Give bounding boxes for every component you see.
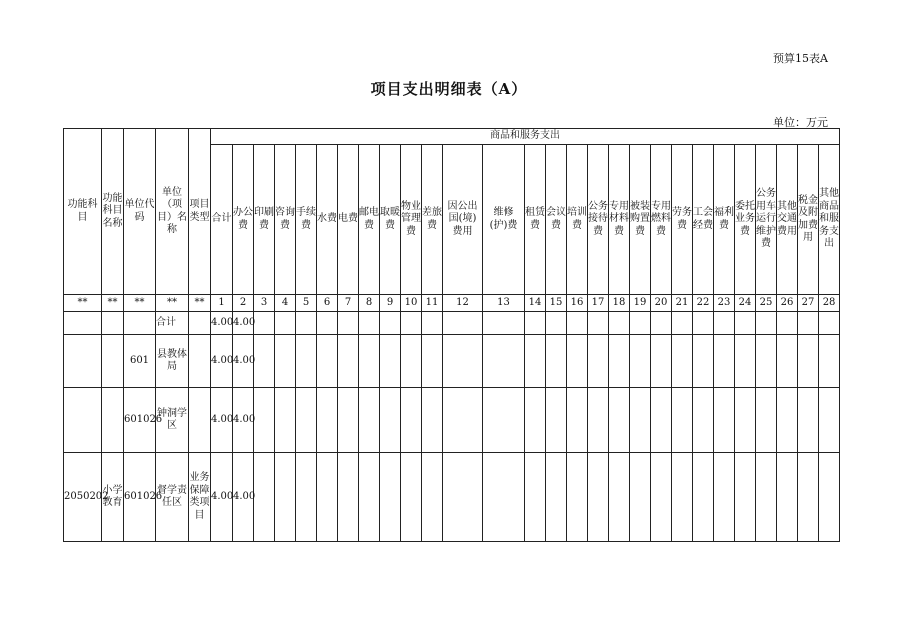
cell-empty [422,312,443,335]
cell-empty [338,453,359,542]
cell-proj-type [189,335,211,388]
column-number-cell: 4 [275,295,296,312]
cell-func-code [64,335,102,388]
cell-empty [756,453,777,542]
table-row [64,312,840,335]
column-number-cell: 7 [338,295,359,312]
cell-empty [588,312,609,335]
cell-empty [819,312,840,335]
column-number-cell: 13 [483,295,525,312]
cell-office-fee: 4.00 [233,312,254,335]
header-expense-col: 水费 [317,145,338,295]
header-expense-col: 取暖费 [380,145,401,295]
header-expense-col: 手续费 [296,145,317,295]
cell-empty [567,312,588,335]
cell-func-name: 小学教育 [102,453,124,542]
cell-empty [401,312,422,335]
header-goods-services: 商品和服务支出 [211,129,840,145]
header-expense-col: 税金及附加费用 [798,145,819,295]
cell-func-code [64,312,102,335]
header-unit-name: 单位（项目）名称 [156,129,189,295]
cell-empty [483,453,525,542]
cell-empty [735,335,756,388]
cell-total: 4.00 [211,453,233,542]
cell-empty [422,388,443,453]
cell-unit-code: 601026 [124,453,156,542]
column-number-cell: 22 [693,295,714,312]
header-expense-col: 其他商品和服务支出 [819,145,840,295]
cell-empty [798,388,819,453]
column-number-cell: 17 [588,295,609,312]
column-number-cell: 16 [567,295,588,312]
cell-empty [296,453,317,542]
column-number-row [64,295,840,312]
column-number-cell: ** [64,295,102,312]
cell-empty [714,388,735,453]
cell-empty [317,335,338,388]
cell-empty [798,453,819,542]
cell-empty [672,335,693,388]
cell-empty [651,388,672,453]
cell-empty [756,312,777,335]
cell-empty [254,453,275,542]
cell-empty [588,335,609,388]
cell-empty [609,388,630,453]
cell-empty [443,453,483,542]
cell-empty [317,453,338,542]
cell-unit-code: 601 [124,335,156,388]
column-number-cell: 19 [630,295,651,312]
cell-empty [254,312,275,335]
cell-office-fee: 4.00 [233,335,254,388]
cell-empty [714,453,735,542]
cell-empty [588,453,609,542]
header-expense-col: 电费 [338,145,359,295]
cell-empty [819,388,840,453]
cell-proj-type [189,312,211,335]
column-number-cell: 23 [714,295,735,312]
column-number-cell: 5 [296,295,317,312]
cell-empty [483,312,525,335]
header-expense-col: 其他交通费用 [777,145,798,295]
unit-label: 单位：万元 [773,116,828,129]
header-expense-col: 公务接待费 [588,145,609,295]
cell-empty [798,312,819,335]
cell-empty [483,388,525,453]
cell-empty [525,453,546,542]
column-number-cell: 24 [735,295,756,312]
cell-unit-name: 督学责任区 [156,453,189,542]
header-expense-col: 物业管理费 [401,145,422,295]
cell-empty [630,453,651,542]
cell-func-name [102,388,124,453]
cell-empty [525,335,546,388]
cell-empty [798,335,819,388]
cell-unit-name: 钟洞学区 [156,388,189,453]
cell-empty [567,388,588,453]
cell-empty [651,335,672,388]
header-expense-col: 劳务费 [672,145,693,295]
header-expense-col: 因公出国(境)费用 [443,145,483,295]
column-number-cell: 15 [546,295,567,312]
cell-empty [525,312,546,335]
cell-empty [483,335,525,388]
cell-empty [567,335,588,388]
cell-office-fee: 4.00 [233,453,254,542]
header-expense-col: 福利费 [714,145,735,295]
cell-empty [588,388,609,453]
table-body [64,312,840,542]
column-number-cell: 9 [380,295,401,312]
cell-empty [317,388,338,453]
cell-empty [819,453,840,542]
header-proj-type: 项目类型 [189,129,211,295]
header-expense-col: 公务用车运行维护费 [756,145,777,295]
cell-empty [672,388,693,453]
header-expense-col: 印刷费 [254,145,275,295]
column-number-cell: 25 [756,295,777,312]
column-number-cell: 28 [819,295,840,312]
column-number-cell: 21 [672,295,693,312]
cell-empty [359,312,380,335]
cell-office-fee: 4.00 [233,388,254,453]
cell-empty [296,388,317,453]
cell-empty [275,388,296,453]
cell-empty [693,388,714,453]
header-expense-col: 租赁费 [525,145,546,295]
cell-func-code: 2050202 [64,453,102,542]
page-title: 项目支出明细表（A） [370,80,528,98]
cell-empty [630,388,651,453]
cell-empty [735,453,756,542]
column-number-cell: 2 [233,295,254,312]
cell-empty [651,453,672,542]
cell-empty [546,312,567,335]
cell-empty [693,312,714,335]
column-number-cell: 18 [609,295,630,312]
column-number-cell: 14 [525,295,546,312]
cell-empty [380,335,401,388]
cell-empty [693,453,714,542]
cell-empty [422,453,443,542]
cell-empty [609,335,630,388]
cell-empty [422,335,443,388]
column-number-cell: ** [102,295,124,312]
cell-total: 4.00 [211,312,233,335]
cell-empty [756,335,777,388]
header-expense-col: 工会经费 [693,145,714,295]
cell-empty [401,388,422,453]
cell-empty [254,335,275,388]
cell-empty [546,388,567,453]
cell-proj-type [189,388,211,453]
cell-empty [714,335,735,388]
column-number-cell: 11 [422,295,443,312]
column-number-cell: ** [189,295,211,312]
column-number-cell: 3 [254,295,275,312]
column-number-cell: 20 [651,295,672,312]
header-total: 合计 [211,145,233,295]
column-number-cell: 12 [443,295,483,312]
budget-table [63,128,840,542]
cell-total: 4.00 [211,388,233,453]
cell-empty [380,388,401,453]
header-expense-col: 邮电费 [359,145,380,295]
table-row [64,388,840,453]
cell-empty [714,312,735,335]
cell-unit-code [124,312,156,335]
cell-empty [338,335,359,388]
column-number-cell: ** [156,295,189,312]
cell-empty [380,312,401,335]
cell-empty [359,388,380,453]
cell-empty [630,312,651,335]
column-number-cell: ** [124,295,156,312]
cell-empty [338,388,359,453]
cell-empty [338,312,359,335]
cell-empty [546,335,567,388]
column-number-cell: 10 [401,295,422,312]
header-expense-col: 办公费 [233,145,254,295]
cell-empty [296,312,317,335]
cell-empty [735,388,756,453]
header-expense-col: 会议费 [546,145,567,295]
cell-empty [777,312,798,335]
cell-empty [609,453,630,542]
cell-empty [735,312,756,335]
cell-empty [777,453,798,542]
cell-empty [609,312,630,335]
cell-unit-code: 601026 [124,388,156,453]
cell-empty [275,335,296,388]
cell-empty [756,388,777,453]
cell-empty [317,312,338,335]
cell-empty [380,453,401,542]
cell-empty [401,335,422,388]
form-number: 预算15表A [773,52,828,65]
cell-unit-name: 合计 [156,312,189,335]
cell-empty [443,312,483,335]
cell-empty [401,453,422,542]
cell-empty [443,335,483,388]
column-number-cell: 1 [211,295,233,312]
column-number-cell: 27 [798,295,819,312]
cell-func-name [102,312,124,335]
cell-empty [275,312,296,335]
column-number-cell: 6 [317,295,338,312]
cell-unit-name: 县教体局 [156,335,189,388]
header-expense-col: 专用材料费 [609,145,630,295]
header-func-name: 功能科目名称 [102,129,124,295]
cell-empty [443,388,483,453]
cell-empty [777,335,798,388]
table-row [64,335,840,388]
column-number-cell: 8 [359,295,380,312]
cell-func-code [64,388,102,453]
cell-empty [630,335,651,388]
cell-empty [672,312,693,335]
cell-empty [359,335,380,388]
cell-empty [296,335,317,388]
cell-func-name [102,335,124,388]
cell-empty [546,453,567,542]
cell-empty [254,388,275,453]
table-row [64,453,840,542]
column-number-cell: 26 [777,295,798,312]
cell-empty [275,453,296,542]
cell-empty [777,388,798,453]
header-expense-col: 委托业务费 [735,145,756,295]
cell-total: 4.00 [211,335,233,388]
header-unit-code: 单位代码 [124,129,156,295]
header-expense-col: 维修(护)费 [483,145,525,295]
header-expense-col: 咨询费 [275,145,296,295]
header-expense-col: 被装购置费 [630,145,651,295]
cell-empty [525,388,546,453]
cell-empty [567,453,588,542]
header-expense-col: 培训费 [567,145,588,295]
header-expense-col: 专用燃料费 [651,145,672,295]
cell-empty [651,312,672,335]
header-func-code: 功能科目 [64,129,102,295]
cell-empty [672,453,693,542]
cell-empty [819,335,840,388]
cell-empty [359,453,380,542]
cell-proj-type: 业务保障类项目 [189,453,211,542]
cell-empty [693,335,714,388]
header-expense-col: 差旅费 [422,145,443,295]
